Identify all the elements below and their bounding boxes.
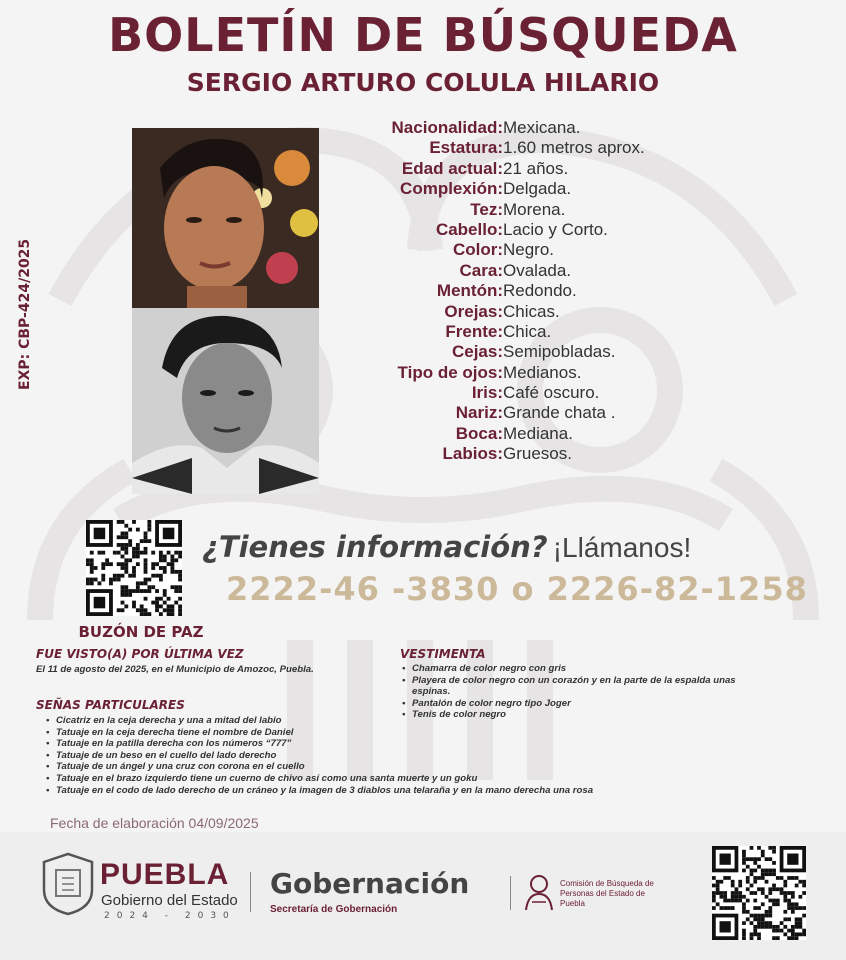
- feature-value: 1.60 metros aprox.: [503, 138, 645, 158]
- list-item: • Cicatriz en la ceja derecha y una a mitad del labio: [44, 715, 804, 727]
- last-seen-heading: FUE VISTO(A) POR ÚLTIMA VEZ: [36, 647, 244, 661]
- feature-label: Cejas:: [451, 342, 503, 362]
- puebla-logo-text: PUEBLA: [100, 858, 230, 891]
- list-item: • Tenis de color negro: [400, 709, 770, 721]
- feature-value: Delgada.: [503, 179, 572, 199]
- feature-label: Cabello:: [435, 219, 503, 239]
- feature-label: Nariz:: [455, 403, 503, 423]
- feature-label: Estatura:: [429, 138, 503, 158]
- person-photo-color: [132, 128, 319, 308]
- feature-row: [330, 322, 750, 342]
- senas-list: [44, 715, 804, 796]
- feature-value: Lacio y Corto.: [503, 219, 608, 239]
- feature-row: [330, 240, 750, 260]
- feature-label: Mentón:: [436, 281, 503, 301]
- comision-logo-icon: [522, 872, 556, 912]
- qr-code-footer[interactable]: [712, 846, 806, 940]
- footer-divider: [250, 872, 251, 912]
- feature-row: [330, 363, 750, 383]
- physical-features: [330, 118, 750, 465]
- feature-label: Labios:: [442, 444, 503, 464]
- feature-value: Negro.: [503, 240, 555, 260]
- feature-row: [330, 403, 750, 423]
- feature-row: [330, 444, 750, 464]
- feature-value: Medianos.: [503, 362, 582, 382]
- gobernacion-logo-text: Gobernación: [270, 867, 470, 900]
- feature-row: [330, 138, 750, 158]
- feature-row: [330, 118, 750, 138]
- feature-label: Frente:: [445, 321, 503, 341]
- contact-question: [202, 530, 691, 564]
- feature-value: Chicas.: [503, 301, 560, 321]
- feature-value: Mediana.: [503, 423, 573, 443]
- feature-row: [330, 302, 750, 322]
- feature-label: Edad actual:: [401, 158, 503, 178]
- feature-value: Café oscuro.: [503, 383, 600, 403]
- feature-value: Gruesos.: [503, 444, 572, 464]
- feature-value: Morena.: [503, 199, 566, 219]
- feature-row: [330, 179, 750, 199]
- feature-value: Chica.: [503, 321, 552, 341]
- list-item: • Tatuaje en la ceja derecha tiene el nombre de Daniel: [44, 727, 804, 739]
- list-item: • Tatuaje en el codo de lado derecho de un cráneo y la imagen de 3 diablos una telaraña y en la mano derecha una rosa: [44, 785, 804, 797]
- list-item: • Tatuaje de un ángel y una cruz con corona en el cuello: [44, 761, 804, 773]
- feature-row: [330, 200, 750, 220]
- feature-label: Nacionalidad:: [391, 118, 503, 137]
- secretaria-text: Secretaría de Gobernación: [270, 904, 398, 915]
- feature-row: [330, 424, 750, 444]
- comision-text: Comisión de Búsqueda de Personas del Estado de Puebla: [560, 879, 654, 908]
- feature-label: Color:: [452, 240, 503, 260]
- list-item: • Chamarra de color negro con gris: [400, 663, 770, 675]
- call-text: ¡Llámanos!: [552, 532, 692, 563]
- vestimenta-list: [400, 663, 770, 721]
- feature-label: Orejas:: [444, 301, 503, 321]
- person-name: SERGIO ARTURO COLULA HILARIO: [186, 68, 660, 97]
- feature-label: Boca:: [455, 423, 503, 443]
- puebla-shield-icon: [40, 852, 96, 916]
- buzon-label: BUZÓN DE PAZ: [78, 623, 204, 641]
- fecha-elaboracion: Fecha de elaboración 04/09/2025: [50, 815, 259, 831]
- feature-label: Complexión:: [400, 179, 503, 199]
- feature-value: Grande chata .: [503, 403, 616, 423]
- feature-row: [330, 281, 750, 301]
- feature-label: Tez:: [470, 199, 503, 219]
- feature-row: [330, 342, 750, 362]
- feature-value: 21 años.: [503, 158, 569, 178]
- feature-label: Iris:: [471, 383, 503, 403]
- feature-row: [330, 159, 750, 179]
- feature-label: Cara:: [459, 260, 503, 280]
- feature-value: Redondo.: [503, 281, 577, 301]
- list-item: • Tatuaje de un beso en el cuello del lado derecho: [44, 750, 804, 762]
- feature-row: [330, 383, 750, 403]
- footer-divider-2: [510, 876, 511, 910]
- feature-value: Ovalada.: [503, 260, 572, 280]
- list-item: • Tatuaje en el brazo izquierdo tiene un cuerno de chivo así como una santa muerte y un goku: [44, 773, 804, 785]
- years-text: 2024 - 2030: [104, 911, 236, 921]
- senas-heading: SEÑAS PARTICULARES: [36, 698, 185, 712]
- question-text: ¿Tienes información?: [202, 530, 548, 564]
- list-item: • Pantalón de color negro tipo Joger: [400, 698, 770, 710]
- feature-value: Semipobladas.: [503, 342, 616, 362]
- last-seen-text: El 11 de agosto del 2025, en el Municipio de Amozoc, Puebla.: [36, 664, 314, 675]
- phone-numbers[interactable]: 2222-46 -3830 o 2226-82-1258: [226, 570, 808, 608]
- expediente-number: EXP: CBP-424/2025: [17, 238, 33, 390]
- gobierno-estado-text: Gobierno del Estado: [101, 892, 238, 909]
- vestimenta-heading: VESTIMENTA: [400, 647, 486, 661]
- person-photo-bw: [132, 308, 319, 494]
- list-item: • Playera de color negro con un corazón y en la parte de la espalda unas espinas.: [400, 675, 770, 698]
- qr-code-buzon[interactable]: [86, 520, 182, 616]
- feature-row: [330, 261, 750, 281]
- feature-label: Tipo de ojos:: [397, 362, 503, 382]
- feature-value: Mexicana.: [503, 118, 581, 137]
- feature-row: [330, 220, 750, 240]
- bulletin-title: BOLETÍN DE BÚSQUEDA: [108, 8, 738, 62]
- list-item: • Tatuaje en la patilla derecha con los números “777”: [44, 738, 804, 750]
